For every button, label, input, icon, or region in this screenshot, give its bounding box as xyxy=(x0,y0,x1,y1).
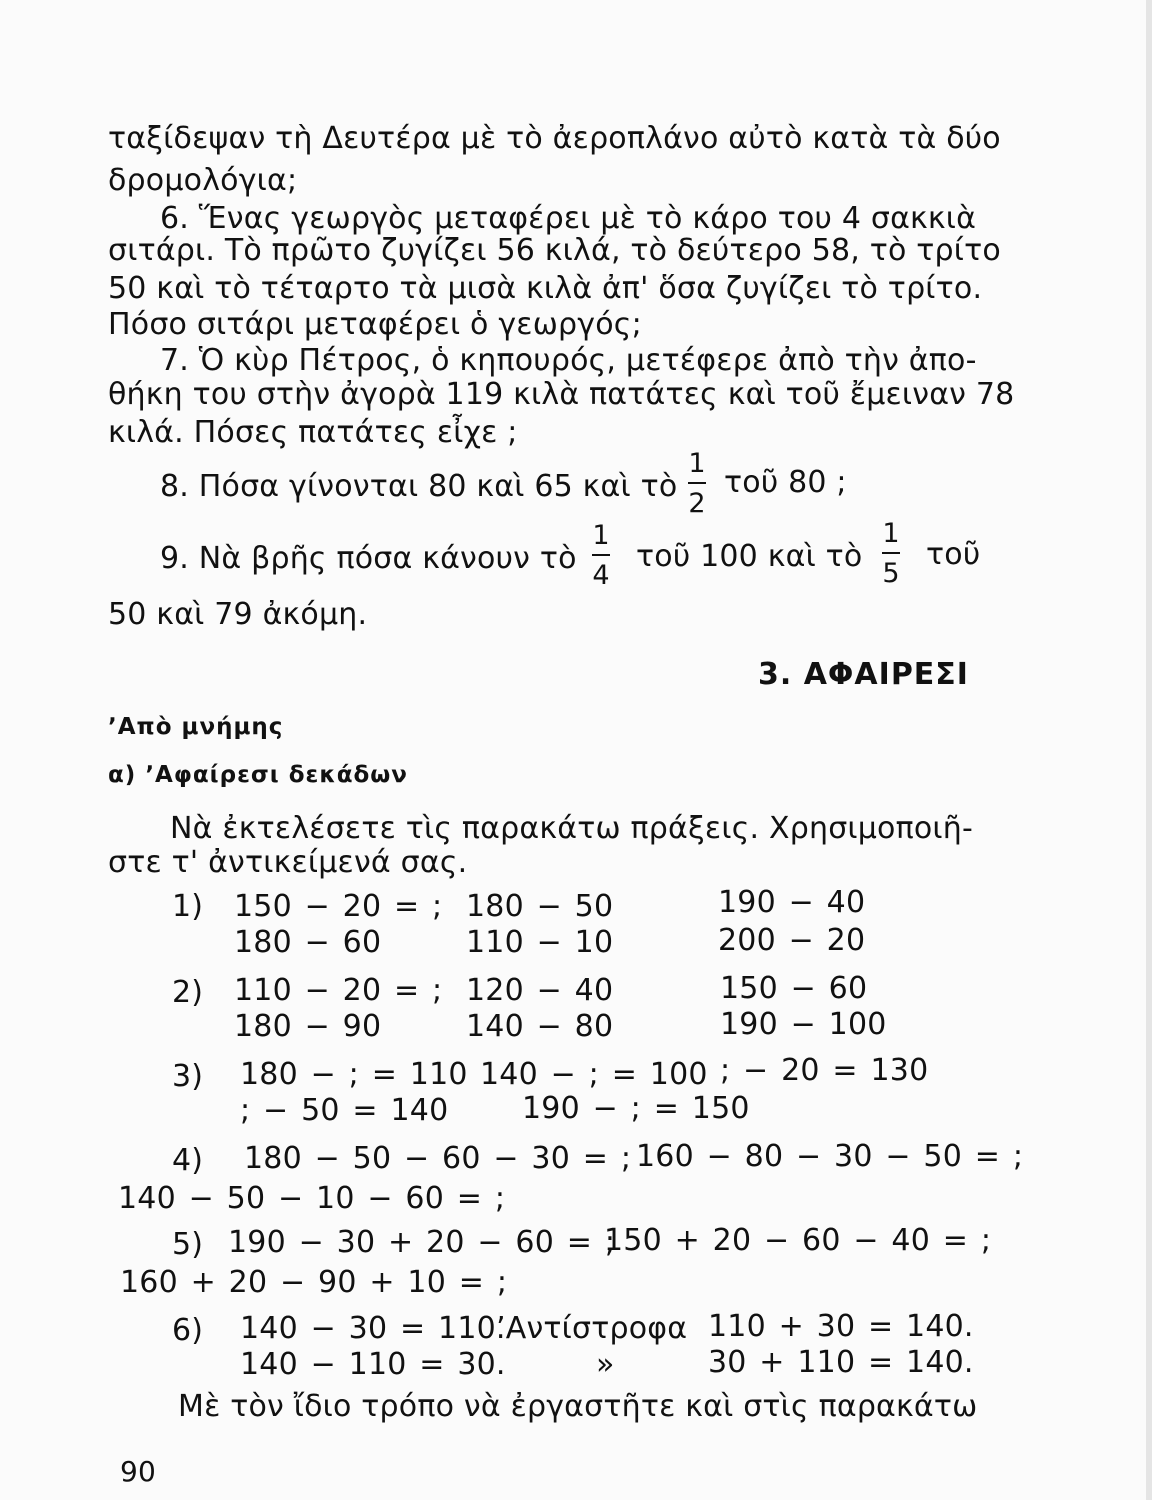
equation: 190 − 100 xyxy=(720,1007,887,1042)
text-line: 50 καὶ τὸ τέταρτο τὰ μισὰ κιλὰ ἀπ' ὅσα ζυγίζει τὸ τρίτο. xyxy=(108,271,983,306)
subheading-tens: α) ʼΑφαίρεσι δεκάδων xyxy=(108,762,408,788)
equation: 190 − ; = 150 xyxy=(522,1091,750,1126)
equation: 140 − 80 xyxy=(466,1009,614,1044)
exercise-label: 3) xyxy=(172,1059,204,1094)
problem-7: 7. Ὁ κὺρ Πέτρος, ὁ κηπουρός, μετέφερε ἀπὸ τὴν ἀπο- xyxy=(160,343,977,378)
equation: 180 − 50 − 60 − 30 = ; xyxy=(244,1141,632,1176)
text-line: 50 καὶ 79 ἀκόμη. xyxy=(108,597,368,632)
fraction-denominator: 5 xyxy=(882,558,900,589)
fraction-denominator: 4 xyxy=(592,560,610,591)
exercise-label: 4) xyxy=(172,1143,204,1178)
fraction-numerator: 1 xyxy=(592,520,610,551)
equation: 180 − 90 xyxy=(234,1009,382,1044)
page-number: 90 xyxy=(120,1455,157,1488)
equation: 140 − 110 = 30. xyxy=(240,1347,506,1382)
equation: 110 − 20 = ; xyxy=(234,973,443,1008)
equation: ; − 50 = 140 xyxy=(240,1093,449,1128)
equation: 30 + 110 = 140. xyxy=(708,1345,974,1380)
problem-9-mid: τοῦ 100 καὶ τὸ xyxy=(636,539,863,574)
equation: 140 − ; = 100 xyxy=(480,1057,708,1092)
equation: 150 − 20 = ; xyxy=(234,889,443,924)
subheading-memory: ʼΑπὸ μνήμης xyxy=(108,714,284,740)
equation: 190 − 40 xyxy=(718,885,866,920)
equation: 120 − 40 xyxy=(466,973,614,1008)
fraction-half xyxy=(684,450,710,517)
text-line: σιτάρι. Τὸ πρῶτο ζυγίζει 56 κιλά, τὸ δεύτερο 58, τὸ τρίτο xyxy=(108,233,1001,268)
text-line: ταξίδεψαν τὴ Δευτέρα μὲ τὸ ἀεροπλάνο αὐτὸ κατὰ τὰ δύο xyxy=(108,121,1001,156)
instruction-line: Νὰ ἐκτελέσετε τὶς παρακάτω πράξεις. Χρησιμοποιῆ- xyxy=(170,811,974,846)
text-line: Πόσο σιτάρι μεταφέρει ὁ γεωργός; xyxy=(108,307,642,342)
equation: 110 − 10 xyxy=(466,925,614,960)
exercise-label: 1) xyxy=(172,889,204,924)
fraction-numerator: 1 xyxy=(688,448,706,479)
exercise-label: 2) xyxy=(172,975,204,1010)
problem-8: 8. Πόσα γίνονται 80 καὶ 65 καὶ τὸ xyxy=(160,469,678,504)
fraction-bar xyxy=(882,552,900,554)
equation: 160 − 80 − 30 − 50 = ; xyxy=(636,1139,1024,1174)
fraction-bar xyxy=(688,482,706,484)
fraction-denominator: 2 xyxy=(688,488,706,519)
equation: 200 − 20 xyxy=(718,923,866,958)
equation: 160 + 20 − 90 + 10 = ; xyxy=(120,1265,508,1300)
problem-9: 9. Νὰ βρῆς πόσα κάνουν τὸ xyxy=(160,541,577,576)
text-line: κιλά. Πόσες πατάτες εἶχε ; xyxy=(108,415,518,450)
equation: 150 − 60 xyxy=(720,971,868,1006)
equation: 190 − 30 + 20 − 60 = ; xyxy=(228,1225,616,1260)
fraction-fifth xyxy=(878,520,904,587)
equation: 180 − 60 xyxy=(234,925,382,960)
equation: 110 + 30 = 140. xyxy=(708,1309,974,1344)
section-title: 3. ΑΦΑΙΡΕΣΙ xyxy=(758,657,969,692)
problem-9-tail: τοῦ xyxy=(926,537,981,572)
instruction-line: στε τ' ἀντικείμενά σας. xyxy=(108,845,468,880)
equation: ; − 20 = 130 xyxy=(720,1053,929,1088)
fraction-numerator: 1 xyxy=(882,518,900,549)
text-line: δρομολόγια; xyxy=(108,163,298,198)
closing-line: Μὲ τὸν ἴδιο τρόπο νὰ ἐργαστῆτε καὶ στὶς παρακάτω xyxy=(178,1389,978,1424)
problem-6: 6. Ἕνας γεωργὸς μεταφέρει μὲ τὸ κάρο του 4 σακκιὰ xyxy=(160,201,977,236)
fraction-bar xyxy=(592,554,610,556)
reverse-label: ʼΑντίστροφα xyxy=(496,1311,688,1346)
problem-8-tail: τοῦ 80 ; xyxy=(724,465,847,500)
exercise-label: 5) xyxy=(172,1227,204,1262)
text-line: θήκη του στὴν ἀγορὰ 119 κιλὰ πατάτες καὶ τοῦ ἔμειναν 78 xyxy=(108,377,1015,412)
exercise-label: 6) xyxy=(172,1313,204,1348)
equation: 140 − 30 = 110. xyxy=(240,1311,506,1346)
equation: 140 − 50 − 10 − 60 = ; xyxy=(118,1181,506,1216)
ditto-mark: » xyxy=(596,1347,615,1382)
fraction-quarter xyxy=(588,522,614,589)
equation: 180 − ; = 110 xyxy=(240,1057,468,1092)
equation: 150 + 20 − 60 − 40 = ; xyxy=(604,1223,992,1258)
equation: 180 − 50 xyxy=(466,889,614,924)
